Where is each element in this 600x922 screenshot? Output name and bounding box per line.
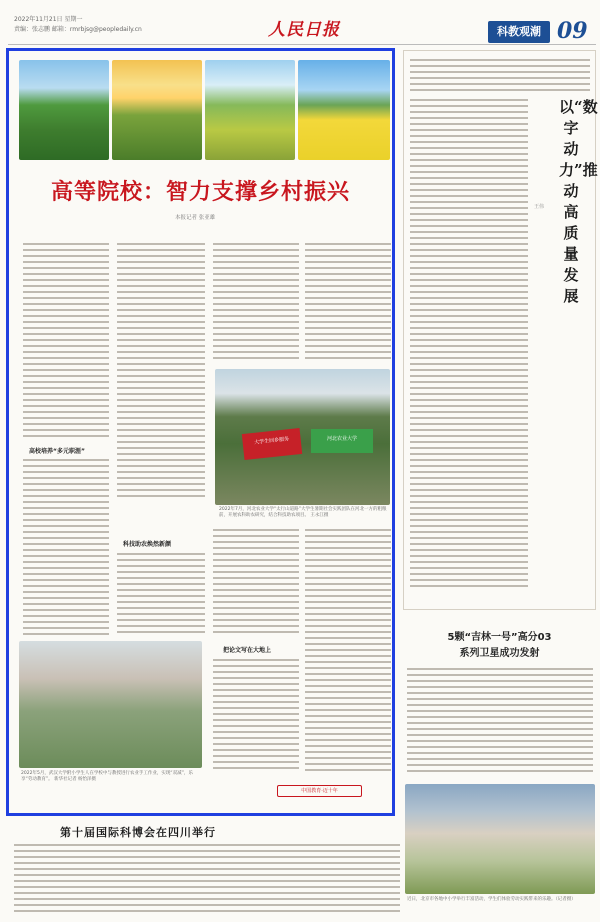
corn-crop-photo — [205, 60, 295, 160]
text-column-2b — [117, 553, 205, 637]
text-column-1b — [23, 459, 109, 637]
rapeseed-field-photo — [298, 60, 390, 160]
students-vegetables-photo — [405, 784, 595, 894]
commentary-box — [403, 50, 596, 610]
section-badge: 科教观潮 — [488, 21, 550, 43]
banner-green: 河北农业大学 — [311, 429, 373, 453]
satellite-headline-2: 系列卫星成功发射 — [459, 648, 540, 659]
text-column-4 — [305, 243, 391, 363]
students-group-photo — [215, 369, 390, 505]
page-number: 09 — [557, 18, 588, 44]
text-column-6 — [305, 529, 391, 775]
editor-line: 责编：张志鹏 邮箱：rmrbjsg@peopledaily.cn — [14, 26, 142, 33]
terraced-farm-photo — [19, 60, 109, 160]
text-column-5 — [213, 529, 299, 639]
bottom-text — [14, 844, 400, 918]
article-headline: 高等院校：智力支撑乡村振兴 — [50, 179, 350, 205]
commentary-title: 以“数字动力”推动高质量发展 — [559, 98, 598, 305]
bottom-headline: 第十届国际科博会在四川举行 — [60, 826, 216, 839]
masthead-logo: 人民日报 — [268, 20, 340, 40]
satellite-headline-1: 5颗“吉林一号”高分03 — [447, 632, 552, 643]
group-photo-caption: 2022年7月，河北农业大学“太行山道路”大学生暑期社会实践团队在河北一方的粗粮前，开展农科助农研究，结合科技助农项目。 王永江摄 — [219, 507, 387, 518]
issue-date: 2022年11月21日 星期一 — [14, 16, 83, 23]
page-header — [0, 0, 600, 46]
sunrise-field-photo — [112, 60, 202, 160]
bottom-photo-caption: 2022年5月，武汉大学附小学生人在学校中与教授进行农业手工作业，实现“双减”，乐享“劳动教育”。 新华社记者 杨怡泽摄 — [21, 771, 193, 782]
subhead-1: 高校培养“多元职涯” — [29, 448, 85, 455]
selected-article[interactable] — [6, 48, 395, 816]
series-tag: 中国教育·迈十年 — [277, 785, 362, 797]
header-divider — [8, 44, 596, 45]
satellite-text — [407, 668, 593, 778]
text-column-3 — [213, 243, 299, 363]
subhead-3: 把论文写在大地上 — [223, 647, 272, 654]
banner-red: 大学生回乡服务 — [242, 428, 302, 460]
article-byline: 本报记者 张亚雄 — [175, 215, 216, 221]
text-column-5b — [213, 659, 299, 773]
text-column-1 — [23, 243, 109, 439]
commentary-text-top — [410, 59, 590, 93]
children-playing-photo — [19, 641, 202, 768]
subhead-2: 科技助农焕然新颜 — [123, 541, 172, 548]
commentary-author: 王伟 — [534, 204, 545, 210]
commentary-text-left — [410, 99, 528, 599]
text-column-2 — [117, 243, 205, 505]
vegetables-photo-caption: 近日，北京市各地中小学举行丰富活动，学生们体验劳动实践带来的乐趣。（记者摄） — [407, 897, 576, 902]
